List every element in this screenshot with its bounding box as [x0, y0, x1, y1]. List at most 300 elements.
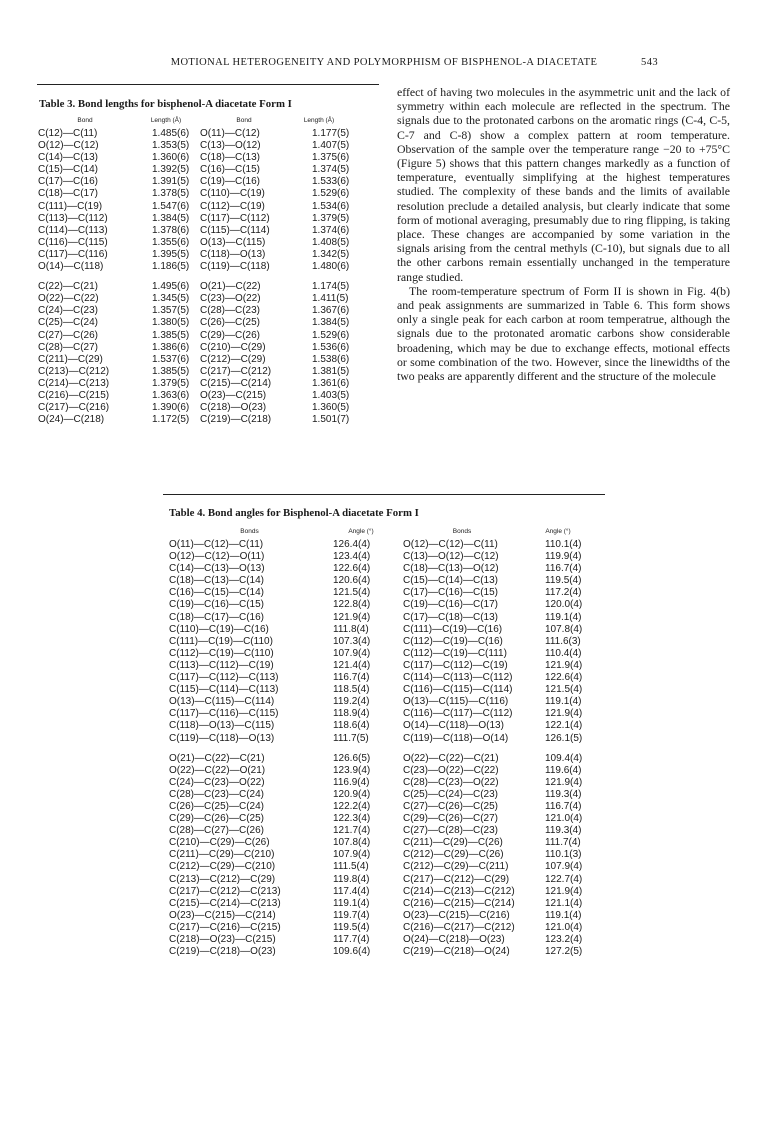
table-3-cell: C(19)—C(16) [200, 176, 261, 188]
table-3-cell: 1.363(6) [152, 389, 190, 401]
table-row [163, 861, 605, 873]
table-3 [37, 84, 379, 426]
table-4-cell: 119.1(4) [545, 696, 582, 708]
table-4-cell: 110.4(4) [545, 647, 582, 659]
table-3-cell: C(117)—C(116) [38, 248, 108, 260]
table-4-cell: 119.1(4) [545, 909, 582, 921]
table-4-cell: C(214)—C(213)—C(212) [403, 885, 515, 897]
table-row [163, 837, 605, 849]
table-3-cell: 1.177(5) [312, 128, 350, 139]
table-3-cell: C(23)—O(22) [200, 293, 261, 305]
table-row [37, 164, 379, 176]
table-3-cell: O(12)—C(12) [38, 140, 99, 152]
table-row [163, 910, 605, 922]
table-4-cell: C(211)—C(29)—C(210) [169, 849, 275, 861]
table-3-cell: 1.342(5) [312, 248, 350, 260]
table-3-cell: O(14)—C(118) [38, 261, 104, 273]
table-4-cell: 121.9(4) [545, 708, 583, 720]
table-4-cell: 117.4(4) [333, 885, 370, 897]
table-3-caption: Table 3. Bond lengths for bisphenol-A diacetate Form I [39, 98, 292, 110]
table-4-cell: C(216)—C(217)—C(212) [403, 921, 515, 933]
table-4-cell: C(115)—C(114)—C(113) [169, 684, 279, 696]
table-4-cell: C(110)—C(19)—C(16) [169, 623, 269, 635]
table-3-cell: C(217)—C(212) [200, 365, 272, 377]
table-3-cell: 1.529(6) [312, 188, 350, 200]
table-4-cell: 119.8(4) [333, 873, 370, 885]
table-4-cell: 121.9(4) [545, 659, 583, 671]
table-4-cell: 122.3(4) [333, 813, 371, 825]
table-4-cell: 120.9(4) [333, 788, 371, 800]
table-3-cell: C(28)—C(27) [38, 341, 99, 353]
table-3-cell: 1.395(5) [152, 248, 190, 260]
table-3-cell: 1.353(5) [152, 140, 190, 152]
table-4-cell: O(23)—C(215)—C(216) [403, 909, 510, 921]
table-3-cell: 1.345(5) [152, 293, 190, 305]
table-3-cell: C(13)—O(12) [200, 140, 261, 152]
table-row [163, 753, 605, 765]
table-4-cell: 116.7(4) [333, 672, 370, 684]
table-4-cell: C(29)—C(26)—C(27) [403, 813, 499, 825]
table-4-cell: 110.1(3) [545, 849, 582, 861]
table-3-cell: C(215)—C(214) [200, 377, 272, 389]
table-4-cell: 121.0(4) [545, 921, 583, 933]
table-row [163, 612, 605, 624]
table-4-cell: 121.0(4) [545, 813, 583, 825]
table-row [37, 249, 379, 261]
table-4-cell: 118.5(4) [333, 684, 370, 696]
table-4-cell: 121.9(4) [333, 611, 371, 623]
table-3-cell: 1.391(5) [152, 176, 190, 188]
table-4-cell: 121.1(4) [545, 897, 583, 909]
table-row [37, 293, 379, 305]
table-3-cell: 1.537(6) [152, 353, 190, 365]
table-3-group-gap [37, 273, 379, 281]
table-4-cell: 119.1(4) [545, 611, 582, 623]
table-4-header [163, 528, 605, 535]
page-number: 543 [641, 57, 658, 68]
table-row [163, 648, 605, 660]
table-4-cell: 117.7(4) [333, 934, 370, 945]
table-3-cell: 1.547(6) [152, 200, 190, 212]
table-4-cell: C(111)—C(19)—C(110) [169, 635, 273, 647]
table-3-cell: 1.386(6) [152, 341, 190, 353]
table-4-cell: O(12)—C(12)—O(11) [169, 551, 265, 563]
table-3-cell: 1.174(5) [312, 281, 350, 293]
table-3-header-bond: Bond [77, 117, 93, 124]
table-3-cell: 1.392(5) [152, 164, 190, 176]
table-4-cell: 116.7(4) [545, 800, 582, 812]
table-4-cell: O(12)—C(12)—C(11) [403, 539, 498, 550]
table-row [163, 934, 605, 946]
running-head-title: MOTIONAL HETEROGENEITY AND POLYMORPHISM OF BISPHENOL-A DIACETATE [170, 57, 598, 68]
table-4-cell: 119.7(4) [333, 909, 370, 921]
table-3-cell: C(16)—C(15) [200, 164, 261, 176]
table-row [163, 684, 605, 696]
table-4-cell: 107.3(4) [333, 635, 371, 647]
table-3-cell: C(114)—C(113) [38, 224, 108, 236]
table-4-cell: 121.9(4) [545, 885, 583, 897]
table-3-body [37, 128, 379, 426]
table-3-cell: C(110)—C(19) [200, 188, 265, 200]
table-3-cell: C(210)—C(29) [200, 341, 266, 353]
table-3-cell: O(23)—C(215) [200, 389, 267, 401]
table-row [163, 898, 605, 910]
table-3-cell: 1.186(5) [152, 261, 190, 273]
table-3-cell: C(216)—C(215) [38, 389, 110, 401]
table-row [37, 402, 379, 414]
table-4-cell: 107.8(4) [545, 623, 583, 635]
table-4-cell: C(219)—C(218)—O(23) [169, 946, 276, 958]
table-4-cell: 120.0(4) [545, 599, 583, 611]
table-4-cell: 111.6(3) [545, 635, 581, 647]
table-4-cell: C(24)—C(23)—O(22) [169, 776, 265, 788]
table-4-cell: C(217)—C(216)—C(215) [169, 921, 281, 933]
table-4-cell: C(217)—C(212)—C(213) [169, 885, 281, 897]
table-3-cell: 1.385(5) [152, 329, 190, 341]
table-4-cell: 122.1(4) [545, 720, 583, 732]
table-4-cell: 121.9(4) [545, 776, 583, 788]
table-4-cell: C(215)—C(214)—C(213) [169, 897, 281, 909]
table-row [163, 922, 605, 934]
table-4-cell: O(22)—C(22)—C(21) [403, 752, 499, 764]
table-4-cell: C(25)—C(24)—C(23) [403, 788, 499, 800]
table-row [37, 305, 379, 317]
table-3-cell: O(22)—C(22) [38, 293, 99, 305]
table-3-header-bond-2: Bond [236, 117, 252, 124]
table-4-cell: 116.7(4) [545, 563, 582, 575]
table-3-cell: C(18)—C(17) [38, 188, 99, 200]
table-row [163, 946, 605, 958]
table-3-cell: 1.529(6) [312, 329, 350, 341]
table-4-cell: C(23)—O(22)—C(22) [403, 764, 499, 776]
table-4-cell: C(212)—C(29)—C(211) [403, 861, 509, 873]
table-3-cell: C(24)—C(23) [38, 305, 99, 317]
table-3-cell: 1.379(5) [152, 377, 190, 389]
table-3-cell: 1.485(6) [152, 128, 190, 139]
table-4-body [163, 539, 605, 958]
table-4-cell: C(28)—C(23)—O(22) [403, 776, 499, 788]
table-3-cell: 1.408(5) [312, 236, 350, 248]
table-4-cell: C(112)—C(19)—C(110) [169, 647, 274, 659]
table-3-cell: 1.501(7) [312, 414, 350, 426]
table-3-cell: 1.411(5) [312, 293, 349, 305]
table-4-cell: 121.5(4) [545, 684, 583, 696]
table-4-cell: 123.9(4) [333, 764, 371, 776]
table-4-group-gap [163, 745, 605, 753]
table-3-cell: 1.381(5) [312, 365, 350, 377]
table-4-cell: O(24)—C(218)—O(23) [403, 934, 505, 945]
table-row [163, 886, 605, 898]
table-row [163, 849, 605, 861]
table-4-cell: 107.8(4) [333, 837, 371, 849]
table-row [37, 261, 379, 273]
table-3-cell: C(119)—C(118) [200, 261, 270, 273]
table-row [37, 414, 379, 426]
table-row [163, 765, 605, 777]
table-4-cell: C(15)—C(14)—C(13) [403, 575, 499, 587]
table-3-cell: 1.360(6) [152, 152, 190, 164]
table-row [37, 378, 379, 390]
table-4-cell: C(111)—C(19)—C(16) [403, 623, 503, 635]
table-3-cell: C(17)—C(16) [38, 176, 99, 188]
table-row [37, 354, 379, 366]
table-4-header-angle-2: Angle (°) [545, 528, 571, 535]
table-4-cell: C(119)—C(118)—O(13) [169, 732, 275, 744]
table-4-cell: C(118)—O(13)—C(115) [169, 720, 275, 732]
table-3-cell: 1.533(6) [312, 176, 350, 188]
table-4-cell: 107.9(4) [545, 861, 583, 873]
table-row [163, 672, 605, 684]
table-row [163, 825, 605, 837]
table-4-cell: C(19)—C(16)—C(17) [403, 599, 499, 611]
table-4-cell: C(117)—C(116)—C(115) [169, 708, 279, 720]
table-4-cell: C(13)—O(12)—C(12) [403, 551, 499, 563]
table-4-cell: 119.1(4) [333, 897, 370, 909]
table-4-cell: 119.3(4) [545, 825, 582, 837]
table-row [163, 539, 605, 551]
table-row [163, 874, 605, 886]
table-3-cell: C(14)—C(13) [38, 152, 99, 164]
table-3-cell: 1.384(5) [312, 317, 350, 329]
table-4-cell: C(217)—C(212)—C(29) [403, 873, 510, 885]
table-row [163, 777, 605, 789]
table-3-cell: 1.534(6) [312, 200, 350, 212]
table-row [163, 733, 605, 745]
table-4-cell: 119.2(4) [333, 696, 370, 708]
table-row [163, 636, 605, 648]
table-4-cell: C(216)—C(215)—C(214) [403, 897, 515, 909]
table-row [163, 813, 605, 825]
table-4-cell: C(18)—C(13)—O(12) [403, 563, 499, 575]
table-3-cell: 1.538(6) [312, 353, 350, 365]
table-3-cell: C(12)—C(11) [38, 128, 98, 139]
table-3-cell: C(118)—O(13) [200, 248, 266, 260]
table-4-cell: O(14)—C(118)—O(13) [403, 720, 504, 732]
table-4-cell: C(219)—C(218)—O(24) [403, 946, 510, 958]
table-4-cell: 120.6(4) [333, 575, 371, 587]
table-3-cell: C(22)—C(21) [38, 281, 99, 293]
table-row [163, 624, 605, 636]
table-4-cell: 122.6(4) [333, 563, 371, 575]
table-4-cell: C(18)—C(13)—C(14) [169, 575, 265, 587]
table-4-cell: 109.4(4) [545, 752, 583, 764]
table-3-cell: 1.374(5) [312, 164, 350, 176]
table-4-cell: C(17)—C(18)—C(13) [403, 611, 499, 623]
table-4-cell: 111.7(4) [545, 837, 581, 849]
table-4-cell: C(14)—C(13)—O(13) [169, 563, 265, 575]
table-3-header-length: Length (Å) [150, 117, 182, 124]
table-4-cell: 122.6(4) [545, 672, 583, 684]
table-3-cell: C(217)—C(216) [38, 402, 110, 414]
table-4-cell: C(19)—C(16)—C(15) [169, 599, 265, 611]
table-4-cell: 117.2(4) [545, 587, 582, 599]
body-paragraph-2: The room-temperature spectrum of Form II is shown in Fig. 4(b) and peak assignments are summarized in Table 6. This form shows only a single peak for each carbon at room temperatrue, although the signals due to the protonated aromatic carbons show considerable broadening, which may be due to exchange effects, motional effects or some combination of the two. However, since the linewidths of the two peaks are apparently different and the structure of the molecule [397, 283, 730, 384]
table-3-cell: 1.385(5) [152, 365, 190, 377]
table-4-cell: C(116)—C(115)—C(114) [403, 684, 513, 696]
table-row [37, 237, 379, 249]
table-3-cell: C(113)—C(112) [38, 212, 108, 224]
table-row [37, 317, 379, 329]
table-3-cell: C(117)—C(112) [200, 212, 270, 224]
table-4-header-bonds-2: Bonds [452, 528, 472, 535]
table-3-cell: 1.390(6) [152, 402, 190, 414]
table-row [163, 660, 605, 672]
table-4-cell: C(213)—C(212)—C(29) [169, 873, 276, 885]
table-4-cell: C(27)—C(28)—C(23) [403, 825, 499, 837]
table-3-cell: 1.536(6) [312, 341, 350, 353]
table-4-cell: 121.7(4) [333, 825, 371, 837]
table-3-cell: C(28)—C(23) [200, 305, 261, 317]
table-4-cell: 119.6(4) [545, 764, 582, 776]
table-4-cell: 109.6(4) [333, 946, 371, 958]
table-4-cell: C(212)—C(29)—C(210) [169, 861, 276, 873]
table-row [37, 128, 379, 140]
table-3-cell: C(26)—C(25) [200, 317, 261, 329]
table-3-cell: 1.379(5) [312, 212, 350, 224]
table-4-cell: 122.7(4) [545, 873, 583, 885]
table-4-cell: 119.9(4) [545, 551, 582, 563]
table-3-cell: C(212)—C(29) [200, 353, 266, 365]
table-3-cell: C(25)—C(24) [38, 317, 99, 329]
table-4-cell: C(212)—C(29)—C(26) [403, 849, 504, 861]
table-4-cell: 123.2(4) [545, 934, 583, 945]
table-row [37, 176, 379, 188]
table-4-cell: C(28)—C(27)—C(26) [169, 825, 265, 837]
table-4-cell: C(119)—C(118)—O(14) [403, 732, 509, 744]
table-3-cell: 1.384(5) [152, 212, 190, 224]
table-3-cell: C(29)—C(26) [200, 329, 261, 341]
table-4-cell: 107.9(4) [333, 647, 371, 659]
table-4-cell: C(117)—C(112)—C(113) [169, 672, 279, 684]
table-4-cell: C(112)—C(19)—C(111) [403, 647, 507, 659]
table-4-cell: O(11)—C(12)—C(11) [169, 539, 264, 550]
table-4-cell: O(13)—C(115)—C(114) [169, 696, 275, 708]
table-4-cell: 122.8(4) [333, 599, 371, 611]
table-3-cell: 1.360(5) [312, 402, 350, 414]
table-4-cell: 119.5(4) [333, 921, 370, 933]
table-row [163, 720, 605, 732]
table-4-cell: 118.6(4) [333, 720, 370, 732]
table-4-cell: C(210)—C(29)—C(26) [169, 837, 270, 849]
table-3-cell: 1.357(5) [152, 305, 190, 317]
table-4-cell: C(17)—C(16)—C(15) [403, 587, 499, 599]
table-4-cell: 119.3(4) [545, 788, 582, 800]
table-4-cell: 111.7(5) [333, 732, 369, 744]
table-4-header-bonds: Bonds [240, 528, 259, 535]
table-4-cell: C(117)—C(112)—C(19) [403, 659, 508, 671]
table-4-cell: C(27)—C(26)—C(25) [403, 800, 499, 812]
body-text-column [397, 85, 730, 383]
table-3-header [37, 117, 379, 124]
table-3-cell: 1.380(5) [152, 317, 190, 329]
table-row [163, 551, 605, 563]
table-row [37, 366, 379, 378]
table-4-cell: 126.6(5) [333, 752, 371, 764]
table-row [37, 213, 379, 225]
table-4-cell: 126.1(5) [545, 732, 583, 744]
table-4-cell: O(21)—C(22)—C(21) [169, 752, 265, 764]
table-row [163, 708, 605, 720]
table-3-cell: C(27)—C(26) [38, 329, 99, 341]
table-4-cell: C(116)—C(117)—C(112) [403, 708, 513, 720]
table-3-cell: 1.403(5) [312, 389, 350, 401]
table-3-cell: C(116)—C(115) [38, 236, 108, 248]
table-row [163, 575, 605, 587]
table-4-cell: 119.5(4) [545, 575, 582, 587]
table-4-cell: C(18)—C(17)—C(16) [169, 611, 265, 623]
table-4-cell: C(218)—O(23)—C(215) [169, 934, 276, 945]
table-4 [163, 494, 605, 958]
table-3-cell: O(24)—C(218) [38, 414, 105, 426]
table-4-cell: C(114)—C(113)—C(112) [403, 672, 513, 684]
table-4-cell: 122.2(4) [333, 800, 371, 812]
table-4-cell: 111.5(4) [333, 861, 369, 873]
table-3-cell: C(15)—C(14) [38, 164, 99, 176]
table-3-cell: 1.480(6) [312, 261, 350, 273]
table-4-cell: 126.4(4) [333, 539, 371, 550]
table-3-cell: 1.378(5) [152, 188, 190, 200]
table-3-cell: 1.495(6) [152, 281, 190, 293]
table-4-cell: C(28)—C(23)—C(24) [169, 788, 265, 800]
table-3-top-rule [37, 84, 379, 85]
table-4-cell: C(26)—C(25)—C(24) [169, 800, 265, 812]
table-3-header-length-2: Length (Å) [303, 117, 335, 124]
table-4-cell: C(29)—C(26)—C(25) [169, 813, 265, 825]
table-4-cell: 116.9(4) [333, 776, 370, 788]
table-3-cell: 1.355(6) [152, 236, 190, 248]
table-3-cell: C(214)—C(213) [38, 377, 110, 389]
table-3-cell: 1.375(6) [312, 152, 350, 164]
table-3-cell: C(115)—C(114) [200, 224, 270, 236]
table-3-cell: C(111)—C(19) [38, 200, 103, 212]
table-4-cell: C(112)—C(19)—C(16) [403, 635, 503, 647]
table-4-cell: O(13)—C(115)—C(116) [403, 696, 509, 708]
table-3-cell: 1.407(5) [312, 140, 350, 152]
table-4-top-rule [163, 494, 605, 495]
table-4-cell: 127.2(5) [545, 946, 583, 958]
table-row [163, 563, 605, 575]
table-4-cell: 111.8(4) [333, 623, 369, 635]
table-3-cell: O(11)—C(12) [200, 128, 260, 139]
table-row [37, 201, 379, 213]
table-4-cell: C(211)—C(29)—C(26) [403, 837, 503, 849]
body-paragraph-1: effect of having two molecules in the asymmetric unit and the lack of symmetry within each molecule are reflected in the spectrum. The signals due to the protonated carbons on the aromatic rings (C-4, C-5, C-7 and C-8) show a complex pattern at room temperature. Observation of the sample over the temperature range −20 to +75°C (Figure 5) shows that this pattern changes markedly as a function of temperature, eventually simplifying at the highest temperatures studied. The complexity of these bands and the limits of available resolution preclude a detailed analysis, but clearly indicate that some form of motional averaging, presumably due to ring flipping, is taking place. These changes are accompanied by some variation in the signals arising from the central methyls (C-10), but signals due to all the other carbons remain essentially unchanged in the temperature range studied. [397, 85, 730, 284]
table-row [37, 140, 379, 152]
table-3-cell: 1.378(6) [152, 224, 190, 236]
table-3-cell: C(211)—C(29) [38, 353, 103, 365]
table-4-cell: C(16)—C(15)—C(14) [169, 587, 265, 599]
table-row [37, 188, 379, 200]
table-row [37, 342, 379, 354]
table-3-cell: 1.361(6) [312, 377, 350, 389]
table-4-cell: O(22)—C(22)—O(21) [169, 764, 266, 776]
table-4-cell: 107.9(4) [333, 849, 371, 861]
table-row [163, 599, 605, 611]
table-3-cell: C(18)—C(13) [200, 152, 261, 164]
table-4-header-angle: Angle (°) [348, 528, 374, 535]
table-3-cell: 1.172(5) [152, 414, 190, 426]
table-4-cell: 110.1(4) [545, 539, 582, 550]
table-3-cell: C(219)—C(218) [200, 414, 272, 426]
table-row [163, 696, 605, 708]
table-row [37, 281, 379, 293]
table-4-cell: 123.4(4) [333, 551, 371, 563]
table-4-cell: 121.4(4) [333, 659, 371, 671]
table-3-cell: O(13)—C(115) [200, 236, 266, 248]
table-3-cell: 1.374(6) [312, 224, 350, 236]
table-row [163, 789, 605, 801]
table-row [37, 225, 379, 237]
